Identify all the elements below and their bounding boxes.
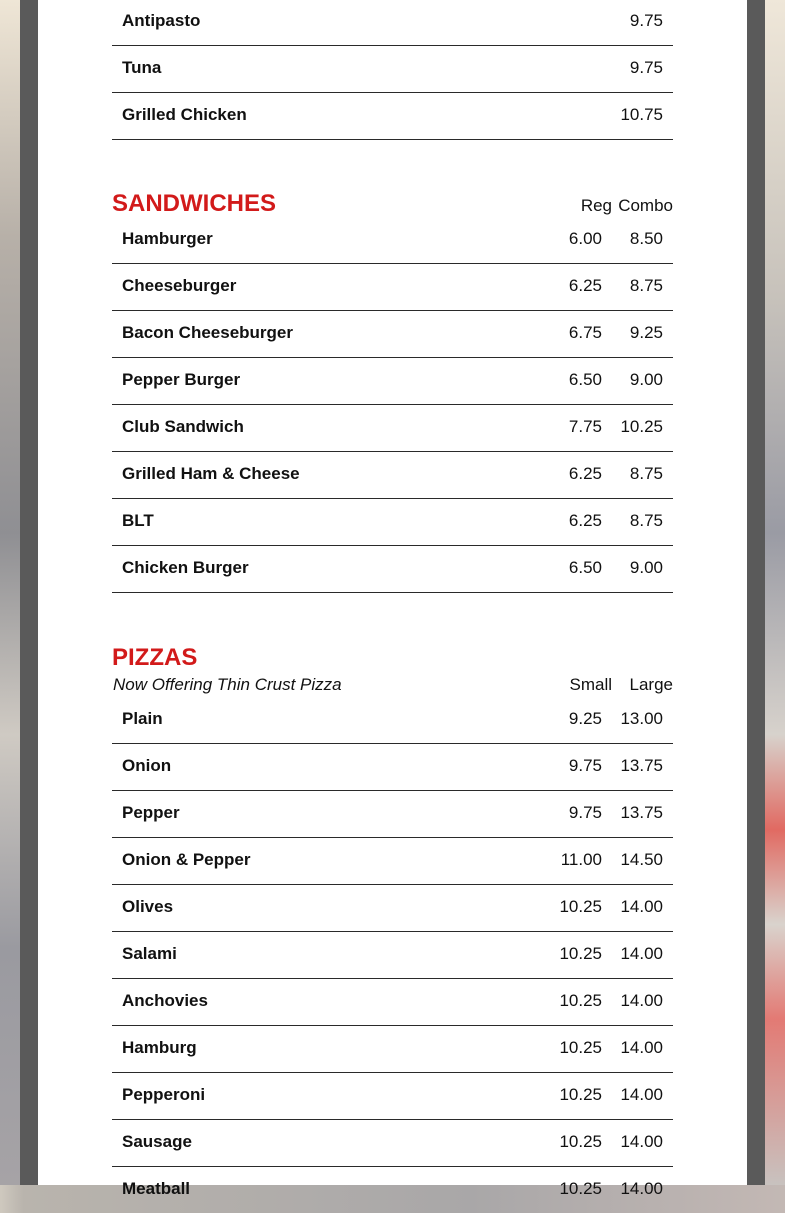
menu-item-price-1: 10.25 (559, 1085, 602, 1104)
menu-item-price-2: 14.00 (620, 1085, 663, 1104)
menu-item-price-2: 9.00 (629, 558, 663, 577)
menu-item-price-1: 10.25 (559, 1179, 602, 1198)
pizzas-section (112, 644, 673, 1198)
menu-item-row (112, 46, 673, 93)
menu-item-row (112, 311, 673, 358)
menu-item-row (112, 744, 673, 791)
menu-item-name: Hamburg (122, 1038, 197, 1057)
menu-item-row (112, 697, 673, 744)
menu-content (112, 0, 673, 1198)
menu-item-name: Plain (122, 709, 163, 728)
menu-item-price: 9.75 (629, 11, 663, 30)
menu-item-price-2: 8.50 (629, 229, 663, 248)
background-left (0, 0, 20, 1185)
menu-item-name: Pepper (122, 803, 180, 822)
pizzas-title: PIZZAS (112, 644, 198, 671)
menu-item-name: Pepper Burger (122, 370, 241, 389)
menu-item-price-1: 9.25 (568, 709, 602, 728)
menu-item-row (112, 1167, 673, 1213)
menu-item-name: Antipasto (122, 11, 201, 30)
menu-item-price-2: 14.00 (620, 1132, 663, 1151)
menu-item-row (112, 932, 673, 979)
salad-rows (112, 0, 673, 140)
menu-item-row (112, 546, 673, 593)
menu-item-price-2: 14.00 (620, 897, 663, 916)
menu-item-price-1: 6.25 (568, 464, 602, 483)
menu-item-row (112, 358, 673, 405)
menu-item-price-2: 13.75 (620, 756, 663, 775)
menu-item-row (112, 0, 673, 46)
menu-item-price-1: 9.75 (568, 803, 602, 822)
menu-item-name: Onion (122, 756, 172, 775)
menu-item-row (112, 1073, 673, 1120)
menu-item-name: Onion & Pepper (122, 850, 251, 869)
menu-item-row (112, 838, 673, 885)
menu-item-price-1: 6.75 (568, 323, 602, 342)
menu-item-row (112, 264, 673, 311)
menu-item-price-2: 14.00 (620, 991, 663, 1010)
menu-item-price-2: 13.75 (620, 803, 663, 822)
menu-item-price-1: 6.50 (568, 558, 602, 577)
menu-item-price-1: 6.50 (568, 370, 602, 389)
menu-item-price-2: 9.25 (629, 323, 663, 342)
menu-item-row (112, 885, 673, 932)
menu-item-price-1: 7.75 (568, 417, 602, 436)
menu-item-name: Meatball (122, 1179, 191, 1198)
pizza-rows (112, 697, 673, 1213)
menu-page (38, 0, 747, 1198)
menu-item-price: 9.75 (629, 58, 663, 77)
menu-item-name: Sausage (122, 1132, 192, 1151)
pizzas-subtitle: Now Offering Thin Crust Pizza (113, 675, 342, 694)
menu-item-name: Anchovies (122, 991, 208, 1010)
menu-item-price-2: 8.75 (629, 511, 663, 530)
menu-item-name: Club Sandwich (122, 417, 244, 436)
menu-item-row (112, 499, 673, 546)
menu-item-price-1: 6.25 (568, 276, 602, 295)
menu-item-row (112, 979, 673, 1026)
menu-item-name: Salami (122, 944, 177, 963)
menu-item-price: 10.75 (620, 105, 663, 124)
menu-item-price-1: 10.25 (559, 1132, 602, 1151)
menu-item-price-1: 10.25 (559, 1038, 602, 1057)
menu-item-price-2: 14.00 (620, 1038, 663, 1057)
pizzas-col-large: Large (629, 675, 673, 694)
menu-item-row (112, 1120, 673, 1167)
menu-item-name: Pepperoni (122, 1085, 206, 1104)
menu-item-name: Tuna (122, 58, 162, 77)
menu-item-name: Grilled Ham & Cheese (122, 464, 300, 483)
menu-item-name: BLT (122, 511, 154, 530)
menu-item-price-1: 9.75 (568, 756, 602, 775)
menu-item-row (112, 791, 673, 838)
menu-item-price-2: 9.00 (629, 370, 663, 389)
menu-item-price-1: 6.25 (568, 511, 602, 530)
salads-section (112, 0, 673, 140)
menu-item-price-1: 10.25 (559, 991, 602, 1010)
menu-item-price-2: 13.00 (620, 709, 663, 728)
menu-item-price-2: 14.00 (620, 944, 663, 963)
sandwiches-col-reg: Reg (580, 196, 612, 215)
menu-item-name: Olives (122, 897, 174, 916)
menu-item-row (112, 93, 673, 140)
sandwiches-col-combo: Combo (618, 196, 673, 215)
menu-item-name: Cheeseburger (122, 276, 237, 295)
menu-item-price-2: 14.50 (620, 850, 663, 869)
sandwich-rows (112, 217, 673, 593)
sandwiches-title: SANDWICHES (112, 190, 277, 217)
menu-item-row (112, 452, 673, 499)
background-right (765, 0, 785, 1185)
menu-item-price-2: 8.75 (629, 276, 663, 295)
menu-item-name: Bacon Cheeseburger (122, 323, 293, 342)
menu-item-price-1: 11.00 (560, 850, 602, 869)
menu-item-name: Chicken Burger (122, 558, 249, 577)
menu-item-row (112, 1026, 673, 1073)
menu-item-price-2: 14.00 (620, 1179, 663, 1198)
menu-item-price-1: 10.25 (559, 897, 602, 916)
menu-item-row (112, 405, 673, 452)
pizzas-col-small: Small (569, 675, 612, 694)
sandwiches-section (112, 190, 673, 577)
menu-item-name: Hamburger (122, 229, 213, 248)
menu-item-price-2: 8.75 (629, 464, 663, 483)
menu-item-price-1: 6.00 (568, 229, 602, 248)
menu-item-name: Grilled Chicken (122, 105, 247, 124)
menu-item-price-1: 10.25 (559, 944, 602, 963)
menu-item-row (112, 217, 673, 264)
menu-item-price-2: 10.25 (620, 417, 663, 436)
